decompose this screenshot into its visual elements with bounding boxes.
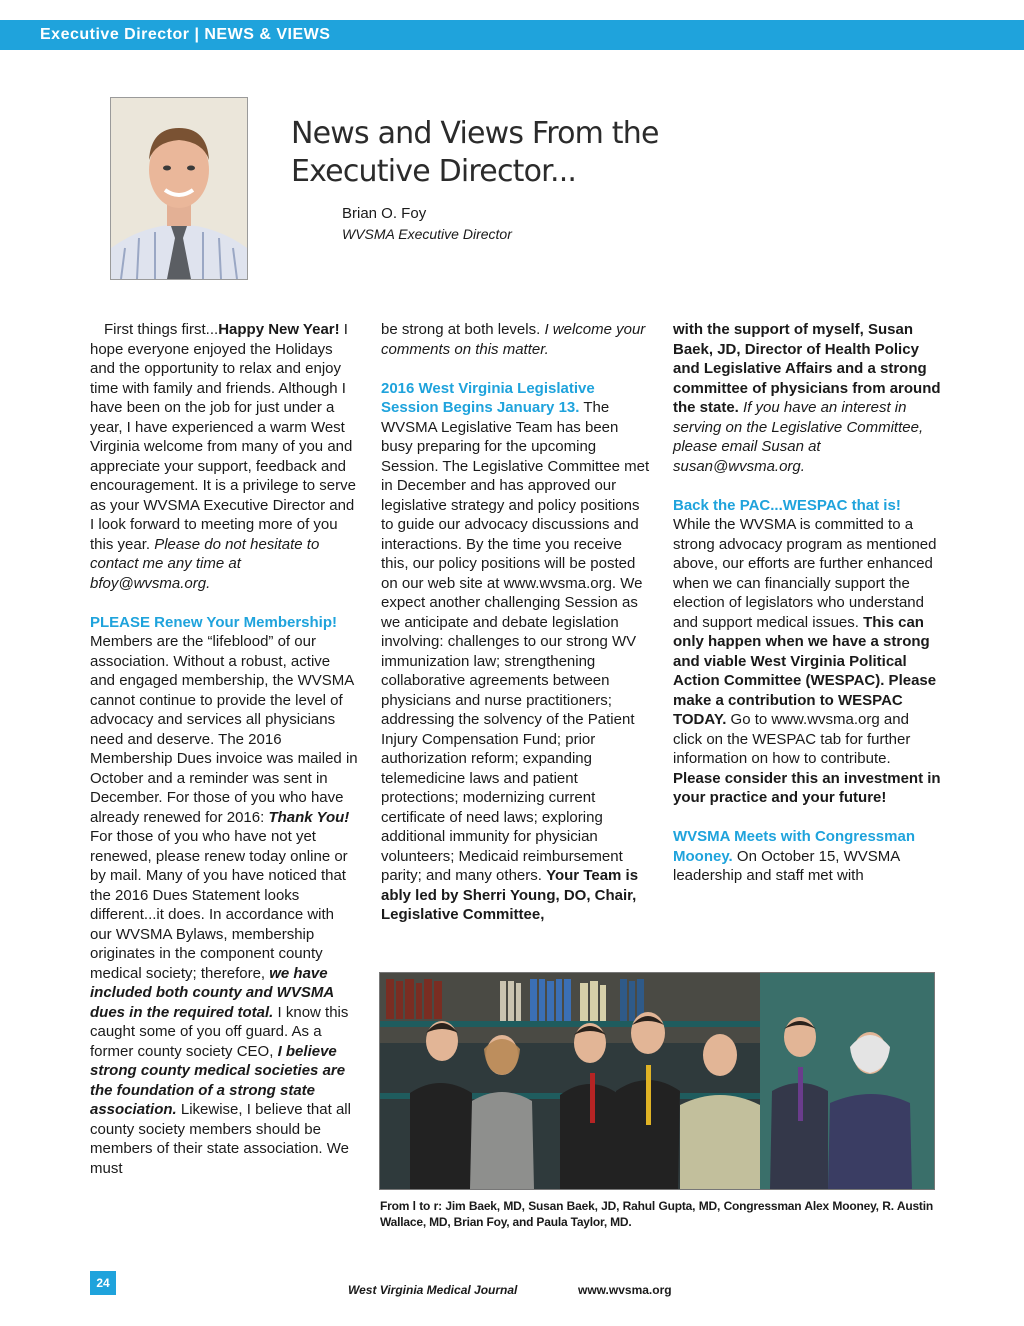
page-number: 24 bbox=[90, 1271, 116, 1295]
author-role: WVSMA Executive Director bbox=[342, 226, 512, 242]
text-run: Members are the “lifeblood” of our association. Without a robust, active and engaged membership, the WVSMA cannot continue to provide the level of advocacy and services all physicians need and deserve. The 2016 Membership Dues invoice was mailed in October and a reminder was sent in December. For those of you who have already renewed for 2016: bbox=[90, 633, 358, 826]
portrait-photo bbox=[111, 98, 247, 279]
article-title bbox=[291, 115, 659, 191]
subheading: WVSMA Meets with Congressman Mooney. bbox=[673, 828, 915, 865]
text-run-bold-italic: I believe strong county medical societies are the foundation of a strong state association. bbox=[90, 1042, 346, 1118]
text-run: I hope everyone enjoyed the Holidays and the opportunity to relax and enjoy time with family and friends. Although I have been on the job for just under a year, I have experienced a warm West Virginia welcome from many of you and appreciate your support, feedback and encouragement. It is a privilege to serve as your WVSMA Executive Director and I look forward to meeting more of you this year. bbox=[90, 321, 356, 553]
group-photo-image bbox=[380, 973, 934, 1189]
text-column-3 bbox=[673, 320, 941, 886]
text-run-italic: I welcome your comments on this matter. bbox=[381, 321, 646, 358]
text-run-bold: Happy New Year! bbox=[218, 321, 340, 338]
article-title-line: News and Views From the bbox=[291, 116, 659, 151]
text-run-bold-italic: we have included both county and WVSMA dues in the required total. bbox=[90, 964, 334, 1021]
text-run: On October 15, WVSMA leadership and staff met with bbox=[673, 847, 900, 884]
text-run: Go to www.wvsma.org and click on the WESPAC tab for further information on how to contribute. bbox=[673, 711, 911, 767]
text-run-bold: This can only happen when we have a strong and viable West Virginia Political Action Committee (WESPAC). Please make a contribution to WESPAC TODAY. bbox=[673, 613, 937, 728]
paragraph bbox=[673, 515, 941, 808]
subheading: Back the PAC...WESPAC that is! bbox=[673, 496, 901, 514]
contact-note: Please do not hesitate to contact me any time at bfoy@wvsma.org. bbox=[90, 535, 320, 592]
section-title: Executive Director | NEWS & VIEWS bbox=[40, 26, 331, 43]
article-title-line: Executive Director... bbox=[291, 154, 577, 189]
paragraph bbox=[673, 320, 941, 476]
text-run-bold: Please consider this an investment in your practice and your future! bbox=[673, 769, 941, 806]
text-run-bold-italic: Thank You! bbox=[268, 808, 350, 826]
paragraph bbox=[381, 320, 651, 359]
text-run: First things first... bbox=[104, 321, 219, 338]
paragraph bbox=[90, 320, 358, 593]
paragraph bbox=[90, 632, 358, 827]
text-column-1 bbox=[90, 320, 358, 1178]
text-run: Likewise, I believe that all county society members should be members of their state association. We must bbox=[90, 1101, 351, 1177]
text-run: I know this caught some of you off guard. As a former county society CEO, bbox=[90, 1003, 349, 1060]
subheading: 2016 West Virginia Legislative Session Begins January 13. bbox=[381, 379, 595, 416]
text-run-bold: with the support of myself, Susan Baek, JD, Director of Health Policy and Legislative Affairs and a strong committee of physicians from around the state. bbox=[673, 321, 941, 416]
paragraph bbox=[673, 827, 941, 886]
photo-caption: From l to r: Jim Baek, MD, Susan Baek, JD, Rahul Gupta, MD, Congressman Alex Mooney, R. Austin Wallace, MD, Brian Foy, and Paula Taylor, MD. bbox=[380, 1199, 933, 1229]
text-column-2 bbox=[381, 320, 651, 925]
text-run: The WVSMA Legislative Team has been busy preparing for the upcoming Session. The Legislative Committee met in December and has approved our legislative strategy and policy positions to guide our advocacy discussions and interactions. By the time you receive this, our policy positions will be posted on our web site at www.wvsma.org. We expect another challenging Session as we anticipate and debate legislation involving: challenges to our strong WV immunization law; strengthening collaborative agreements between physicians and nurse practitioners; addressing the solvency of the Patient Injury Compensation Fund; prior authorization reform; expanding telemedicine laws and patient protections; modernizing current certificate of need laws; exploring additional immunity for physician volunteers; Medicaid reimbursement parity; and many others. bbox=[381, 399, 650, 884]
text-run: While the WVSMA is committed to a strong advocacy program as mentioned above, our efforts are further enhanced when we can financially support the election of legislators who understand and support medical issues. bbox=[673, 516, 937, 631]
subheading: PLEASE Renew Your Membership! bbox=[90, 613, 337, 631]
group-photo bbox=[379, 972, 935, 1190]
footer-journal-name: West Virginia Medical Journal bbox=[348, 1283, 518, 1297]
footer-url: www.wvsma.org bbox=[578, 1283, 672, 1297]
text-run: For those of you who have not yet renewed, please renew today online or by mail. Many of you have noticed that the 2016 Dues Statement looks different...it does. In accordance with our WVSMA Bylaws, membership originates in the component county medical society; therefore, bbox=[90, 828, 348, 982]
paragraph bbox=[381, 379, 651, 925]
section-header-bar bbox=[0, 20, 1024, 50]
text-run: be strong at both levels. bbox=[381, 321, 545, 338]
author-byline bbox=[342, 204, 512, 244]
author-portrait bbox=[110, 97, 248, 280]
text-run-italic: If you have an interest in serving on the Legislative Committee, please email Susan at susan@wvsma.org. bbox=[673, 399, 924, 475]
author-name: Brian O. Foy bbox=[342, 205, 427, 222]
text-run-bold: Your Team is ably led by Sherri Young, DO, Chair, Legislative Committee, bbox=[381, 867, 639, 923]
paragraph bbox=[90, 827, 358, 1178]
